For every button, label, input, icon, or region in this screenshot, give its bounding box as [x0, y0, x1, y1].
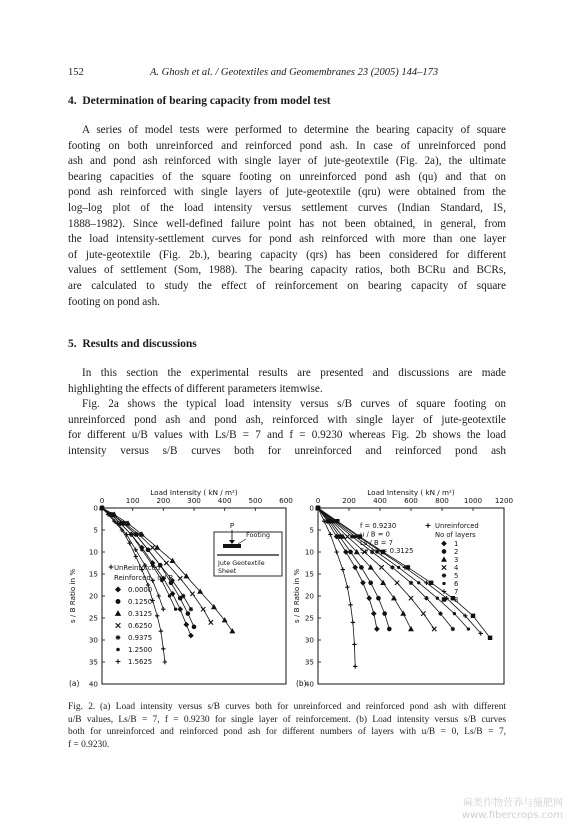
y-tick-label: 30 [304, 635, 314, 645]
y-tick-label: 30 [88, 635, 98, 645]
section-4-paragraph [68, 123, 506, 310]
data-point [360, 566, 364, 570]
legend-entry [116, 586, 153, 594]
y-tick-label: 15 [88, 569, 98, 579]
data-point [328, 532, 332, 536]
legend-entry [443, 580, 459, 588]
section-5-heading: 5. Results and discussions [68, 338, 197, 350]
figure-caption [68, 701, 506, 751]
data-point [375, 627, 379, 631]
panel-label: (b) [296, 679, 307, 688]
x-tick-label: 200 [342, 496, 356, 505]
x-tick-label: 600 [279, 496, 293, 505]
text-line: unreinforced pond ash and pond ash, reinforced with single layer of jute-geotextile [68, 413, 506, 426]
legend-title: Reinforced , u / B [114, 574, 174, 582]
data-point [353, 664, 357, 668]
text-line: footing on both unreinforced and reinforced pond ash. In case of unreinforced pond [68, 139, 506, 152]
data-point [161, 607, 165, 611]
data-point [334, 550, 338, 554]
data-point [341, 567, 345, 571]
data-point [178, 576, 182, 580]
y-tick-label: 5 [309, 525, 314, 535]
data-point [409, 596, 413, 600]
data-point [141, 549, 143, 551]
page-number: 152 [68, 67, 84, 78]
y-tick-label: 35 [304, 657, 314, 667]
x-tick-label: 800 [435, 496, 449, 505]
y-tick-label: 40 [304, 679, 314, 689]
data-point [134, 554, 138, 558]
data-point [442, 557, 446, 561]
data-point [336, 519, 340, 523]
data-point [116, 611, 121, 615]
inset-label: Sheet [218, 568, 237, 575]
legend-entry [116, 610, 153, 618]
legend-entry [442, 556, 459, 564]
data-point [174, 608, 176, 610]
data-point [418, 582, 420, 584]
legend-entry [116, 634, 153, 642]
data-point [130, 533, 132, 535]
data-point [190, 592, 194, 596]
data-point [369, 581, 373, 585]
data-point [109, 565, 114, 570]
legend-label: 8 [454, 596, 459, 604]
y-tick-label: 10 [304, 547, 314, 557]
inset-label: Jute Geotextile [218, 560, 265, 567]
y-tick-label: 20 [88, 591, 98, 601]
data-point [344, 550, 348, 554]
data-point [119, 522, 121, 524]
y-axis-label: s / B Ratio in % [68, 568, 77, 624]
data-point [353, 565, 357, 569]
series-line [102, 508, 176, 609]
running-title: A. Ghosh et al. / Geotextiles and Geomembranes 23 (2005) 144–173 [150, 67, 439, 78]
legend-label: 0.0000 [128, 586, 153, 594]
inset-label: Footing [246, 531, 271, 539]
legend-label: 5 [454, 572, 459, 580]
series [101, 507, 177, 611]
legend-label: 2 [454, 548, 459, 556]
data-point [372, 611, 376, 615]
legend-label: 6 [454, 580, 459, 588]
data-point [189, 633, 193, 637]
text-line: footing on pond ash. [68, 295, 160, 308]
legend-label: 7 [454, 588, 459, 596]
inset-label: P [229, 522, 235, 530]
y-tick-label: 10 [88, 547, 98, 557]
y-tick-label: 15 [304, 569, 314, 579]
caption-line: Fig. 2. (a) Load intensity versus s/B curves both for unreinforced and reinforced pond ash with different [68, 702, 506, 712]
data-point [421, 611, 425, 615]
data-point [467, 628, 469, 630]
y-tick-label: 35 [88, 657, 98, 667]
y-tick-label: 25 [88, 613, 98, 623]
legend-label: UnReinforced [114, 564, 161, 572]
data-point [390, 565, 394, 569]
y-tick-label: 20 [304, 591, 314, 601]
legend-entry [109, 564, 161, 572]
data-point [349, 550, 353, 554]
data-point [406, 566, 410, 570]
data-point [453, 612, 455, 614]
text-line: are calculated to study the effect of reinforcement on bearing capacity of square [68, 279, 506, 292]
x-tick-label: 600 [404, 496, 418, 505]
legend-label: 0.1250 [128, 598, 153, 606]
parameter-text: Sv / B = 0.3125 [360, 547, 414, 556]
data-point [164, 561, 168, 565]
data-point [345, 534, 349, 538]
data-point [134, 548, 138, 552]
data-point [367, 596, 371, 600]
legend-entry [442, 540, 459, 548]
footing-block [223, 544, 241, 548]
data-point [116, 635, 121, 640]
data-point [116, 623, 121, 628]
x-tick-label: 100 [125, 496, 140, 505]
data-point [192, 625, 196, 629]
panel-label: (a) [69, 679, 80, 688]
data-point [209, 620, 213, 624]
legend-label: 4 [454, 564, 459, 572]
data-point [201, 607, 205, 611]
section-5-paragraph [68, 366, 506, 460]
legend-title: No of layers [435, 531, 476, 539]
data-point [352, 642, 356, 646]
legend [426, 522, 479, 604]
text-line: In this section the experimental results are presented and discussions are made [82, 367, 506, 379]
legend-entry [116, 622, 153, 630]
data-point [442, 565, 446, 569]
data-point [163, 660, 167, 664]
legend-label: 1 [454, 540, 459, 548]
x-tick-label: 0 [99, 496, 105, 505]
data-point [429, 581, 433, 585]
data-point [168, 595, 170, 597]
x-tick-label: 200 [156, 496, 171, 505]
legend-entry [426, 522, 479, 530]
parameter-text: Ls / B = 7 [360, 538, 393, 547]
legend-label: 3 [454, 556, 459, 564]
text-line: A series of model tests were performed to determine the bearing capacity of square [82, 124, 506, 136]
data-point [146, 548, 150, 552]
text-line: pond ash reinforced with single layers of jute-geotextile (qru) were obtained from the [68, 186, 506, 199]
text-line: Fig. 2a shows the typical load intensity versus s/B curves of square footing on [82, 398, 506, 411]
legend-label: 0.3125 [128, 610, 153, 618]
parameter-block [360, 522, 413, 555]
data-point [395, 581, 399, 585]
parameter-text: u / B = 0 [360, 530, 390, 539]
legend-label: 1.2500 [128, 646, 153, 654]
data-point [189, 607, 193, 611]
y-tick-label: 25 [304, 613, 314, 623]
inset-schematic [214, 522, 282, 576]
x-tick-label: 1000 [463, 496, 483, 505]
text-line: the load intensity-settlement curves for pond ash reinforced with more than one layer [68, 233, 506, 246]
data-point [488, 636, 492, 640]
watermark-line: 麻类作物营养与施肥网 [463, 798, 563, 809]
data-point [387, 627, 391, 631]
series [100, 506, 166, 612]
data-point [178, 607, 182, 611]
chart-panel-b [292, 486, 514, 696]
caption-line: both for unreinforced and reinforced pond ash for different numbers of layers with u/B = 0, Ls/B = 7, [68, 727, 506, 738]
data-point [409, 627, 413, 631]
data-point [155, 614, 159, 618]
data-point [443, 582, 445, 584]
data-point [186, 612, 190, 616]
text-line: intensity versus s/B curves both for unreinforced and reinforced pond ash [68, 444, 506, 457]
x-axis-label: Load Intensity ( kN / m²) [150, 488, 238, 497]
caption-line: u/B values, Ls/B = 7, f = 0.9230 for single layer of reinforcement. (b) Load intensity versus s/B curves [68, 714, 506, 725]
data-point [150, 545, 154, 549]
text-line: bearing capacities of the square footing on unreinforced pond ash (qu) and that on [68, 170, 506, 183]
legend-entry [442, 548, 458, 556]
data-point [157, 594, 161, 598]
section-4-heading: 4. Determination of bearing capacity from model test [68, 95, 331, 107]
data-point [442, 598, 446, 602]
data-point [442, 550, 446, 554]
data-point [471, 614, 475, 618]
caption-line: f = 0.9230. [68, 739, 110, 750]
watermark [462, 798, 563, 822]
legend-label: 0.6250 [128, 622, 153, 630]
y-axis-label: s / B Ratio in % [292, 568, 301, 624]
data-point [426, 523, 431, 528]
text-line: highlighting the effects of different parameters itemwise. [68, 382, 323, 395]
text-line: of jute-geotextile (Fig. 2b.), bearing capacity (qrs) has been considered for different [68, 248, 506, 261]
text-line: 1888–1982). Since well-defined failure point has not been obtained, in general, from [68, 217, 506, 230]
data-point [361, 581, 365, 585]
data-point [116, 587, 121, 592]
watermark-line: www.fibercrops.com [461, 810, 563, 821]
text-line: ash and pond ash reinforced with single layer of jute-geotextile (Fig. 2a), the ultimate [68, 155, 506, 168]
data-point [377, 596, 381, 600]
legend-entry [116, 598, 152, 606]
data-point [401, 611, 405, 615]
data-point [409, 581, 413, 585]
data-point [436, 597, 438, 599]
text-line: log–log plot of the load intensity versus settlement curves (Indian Standard, IS, [68, 201, 506, 214]
data-point [184, 622, 188, 626]
data-point [161, 647, 165, 651]
data-point [354, 535, 356, 537]
data-point [442, 541, 446, 545]
data-point [345, 585, 349, 589]
legend-label: 0.9375 [128, 634, 153, 642]
x-tick-label: 500 [248, 496, 263, 505]
text-line: for different u/B values with Ls/B = 7 and f = 0.9230 whereas Fig. 2b shows the load [68, 429, 506, 442]
series-line [102, 508, 163, 609]
parameter-text: f = 0.9230 [360, 522, 397, 530]
data-point [117, 648, 120, 651]
legend-entry [117, 646, 152, 654]
data-point [397, 566, 399, 568]
data-point [159, 629, 163, 633]
legend-entry [442, 564, 459, 572]
legend-entry [116, 658, 153, 666]
data-point [442, 573, 446, 577]
x-tick-label: 400 [373, 496, 387, 505]
x-tick-label: 1200 [494, 496, 514, 505]
data-point [116, 599, 120, 603]
y-tick-label: 40 [88, 679, 98, 689]
y-tick-label: 5 [93, 525, 98, 535]
figure-2 [66, 486, 514, 696]
chart-panel-a [66, 486, 292, 696]
legend-label: 1.5625 [128, 658, 153, 666]
x-tick-label: 300 [187, 496, 201, 505]
data-point [170, 592, 174, 596]
legend-entry [442, 588, 459, 596]
data-point [178, 596, 182, 600]
data-point [348, 603, 352, 607]
y-tick-label: 0 [309, 503, 314, 513]
data-point [351, 620, 355, 624]
data-point [432, 627, 436, 631]
data-point [379, 565, 383, 569]
x-tick-label: 400 [217, 496, 232, 505]
data-point [383, 612, 387, 616]
x-axis-label: Load Intensity ( kN / m²) [367, 488, 455, 497]
legend-entry [442, 596, 458, 604]
data-point [116, 659, 121, 664]
legend-entry [442, 572, 459, 580]
data-point [438, 611, 442, 615]
x-tick-label: 0 [315, 496, 321, 505]
text-line: values of settlement (Som, 1988). The bearing capacity ratios, both BCRu and BCRs, [68, 264, 506, 277]
legend-label: Unreinforced [435, 522, 479, 530]
y-tick-label: 0 [93, 503, 98, 513]
data-point [316, 506, 320, 510]
